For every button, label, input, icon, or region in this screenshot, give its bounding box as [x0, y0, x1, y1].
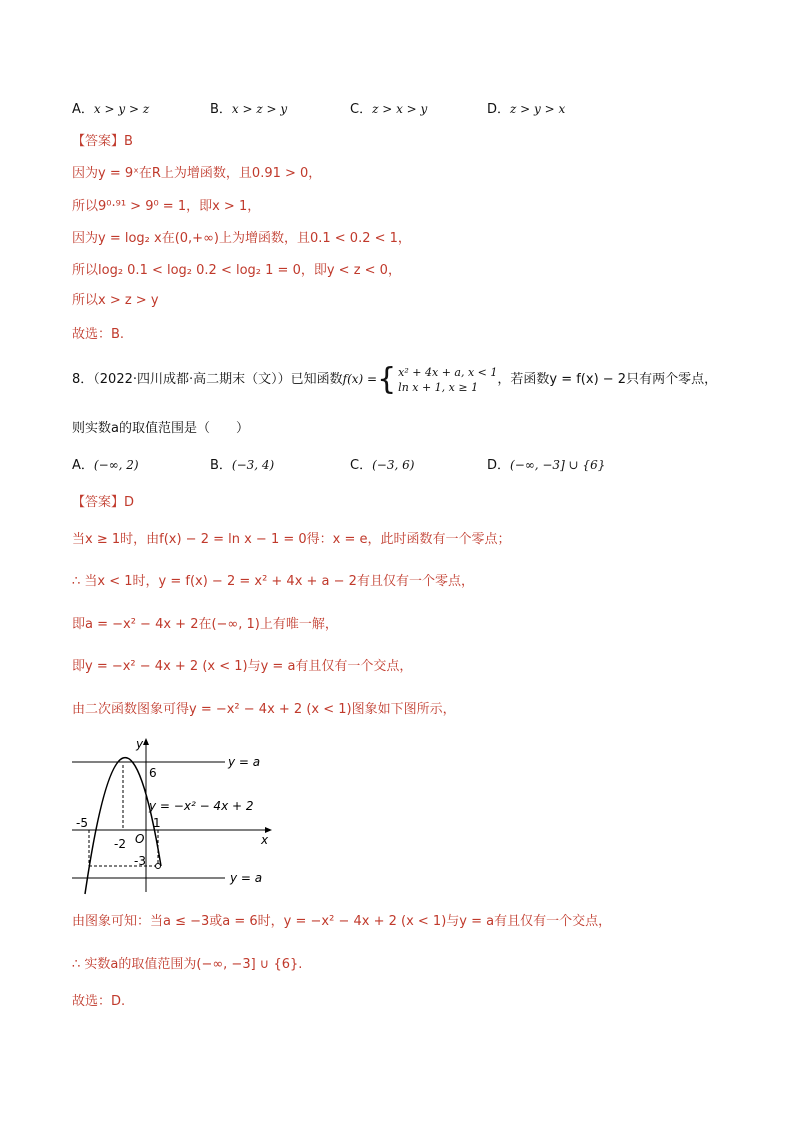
stem-prefix: 8．（2022·四川成都·高二期末（文））已知函数 — [72, 372, 343, 387]
y-axis-label: y — [136, 737, 144, 751]
option-letter: C． — [350, 102, 373, 117]
option-text: z > y > x — [510, 102, 566, 116]
tick-label-1: 1 — [153, 816, 161, 830]
q8-solution-line: 由二次函数图象可得y = −x² − 4x + 2 (x < 1)图象如下图所示， — [72, 702, 456, 717]
q7-solution-line: 因为y = 9ˣ在R上为增函数，且0.91 > 0， — [72, 166, 322, 181]
q8-solution-line: ∴ 当x < 1时，y = f(x) − 2 = x² + 4x + a − 2有且仅有一个零点， — [72, 574, 474, 589]
y-axis-arrow-icon — [143, 738, 149, 745]
x-axis-label: x — [261, 833, 269, 847]
q8-solution-line: 由图象可知：当a ≤ −3或a = 6时，y = −x² − 4x + 2 (x < 1)与y = a有且仅有一个交点， — [72, 914, 612, 929]
q8-option-a — [72, 456, 139, 475]
option-text: (−∞, −3] ∪ {6} — [510, 458, 606, 472]
q8-solution-line: 即a = −x² − 4x + 2在(−∞, 1)上有唯一解， — [72, 617, 338, 632]
option-text: (−3, 4) — [231, 458, 275, 472]
option-letter: B． — [210, 458, 232, 473]
tick-label-6: 6 — [149, 766, 157, 780]
option-letter: C． — [350, 458, 373, 473]
q8-option-d — [487, 456, 605, 475]
q8-option-b — [210, 456, 274, 475]
q8-option-c — [350, 456, 414, 475]
piece-2: ln x + 1, x ≥ 1 — [398, 380, 479, 394]
q8-answer-label: 【答案】D — [72, 495, 135, 510]
origin-label: O — [135, 832, 145, 846]
piece-1: x² + 4x + a, x < 1 — [398, 365, 498, 379]
piecewise-definition — [398, 365, 497, 395]
brace-icon: { — [377, 361, 397, 397]
q8-solution-line: 即y = −x² − 4x + 2 (x < 1)与y = a有且仅有一个交点， — [72, 659, 413, 674]
q7-option-d — [487, 100, 565, 119]
open-endpoint — [156, 864, 161, 869]
option-text: (−∞, 2) — [93, 458, 139, 472]
q8-stem-line2: 则实数a的取值范围是（ ） — [72, 421, 249, 436]
tick-label-neg2: -2 — [114, 837, 126, 851]
option-text: z > x > y — [372, 102, 428, 116]
option-letter: A． — [72, 102, 94, 117]
option-letter: D． — [487, 102, 511, 117]
q7-solution-line: 所以9⁰·⁹¹ > 9⁰ = 1，即x > 1， — [72, 199, 261, 214]
q7-answer-label: 【答案】B — [72, 134, 133, 149]
q7-solution-line: 因为y = log₂ x在(0,+∞)上为增函数，且0.1 < 0.2 < 1， — [72, 231, 411, 246]
q7-solution-line: 所以x > z > y — [72, 293, 159, 308]
parabola-figure — [60, 732, 290, 897]
q7-option-a — [72, 100, 149, 119]
option-text: x > y > z — [93, 102, 150, 116]
function-name: f(x) = — [342, 372, 378, 386]
q7-solution-line: 所以log₂ 0.1 < log₂ 0.2 < log₂ 1 = 0，即y < z < 0， — [72, 263, 401, 278]
option-letter: D． — [487, 458, 511, 473]
curve-label: y = −x² − 4x + 2 — [149, 799, 254, 813]
q8-solution-line: ∴ 实数a的取值范围为(−∞, −3] ∪ {6}. — [72, 957, 303, 972]
stem-suffix: ，若函数y = f(x) − 2只有两个零点， — [497, 372, 718, 387]
tick-label-neg3: -3 — [134, 854, 146, 868]
q8-stem — [72, 361, 718, 397]
option-text: (−3, 6) — [372, 458, 415, 472]
option-text: x > z > y — [231, 102, 288, 116]
tick-label-neg5: -5 — [76, 816, 88, 830]
q7-solution-line: 故选：B. — [72, 327, 125, 342]
q8-solution-line: 当x ≥ 1时，由f(x) − 2 = ln x − 1 = 0得：x = e，此时函数有一个零点； — [72, 532, 511, 547]
top-line-label: y = a — [228, 755, 261, 769]
option-letter: A． — [72, 458, 94, 473]
bottom-line-label: y = a — [230, 871, 263, 885]
q8-solution-line: 故选：D. — [72, 994, 126, 1009]
q7-option-b — [210, 100, 287, 119]
q7-option-c — [350, 100, 427, 119]
option-letter: B． — [210, 102, 232, 117]
